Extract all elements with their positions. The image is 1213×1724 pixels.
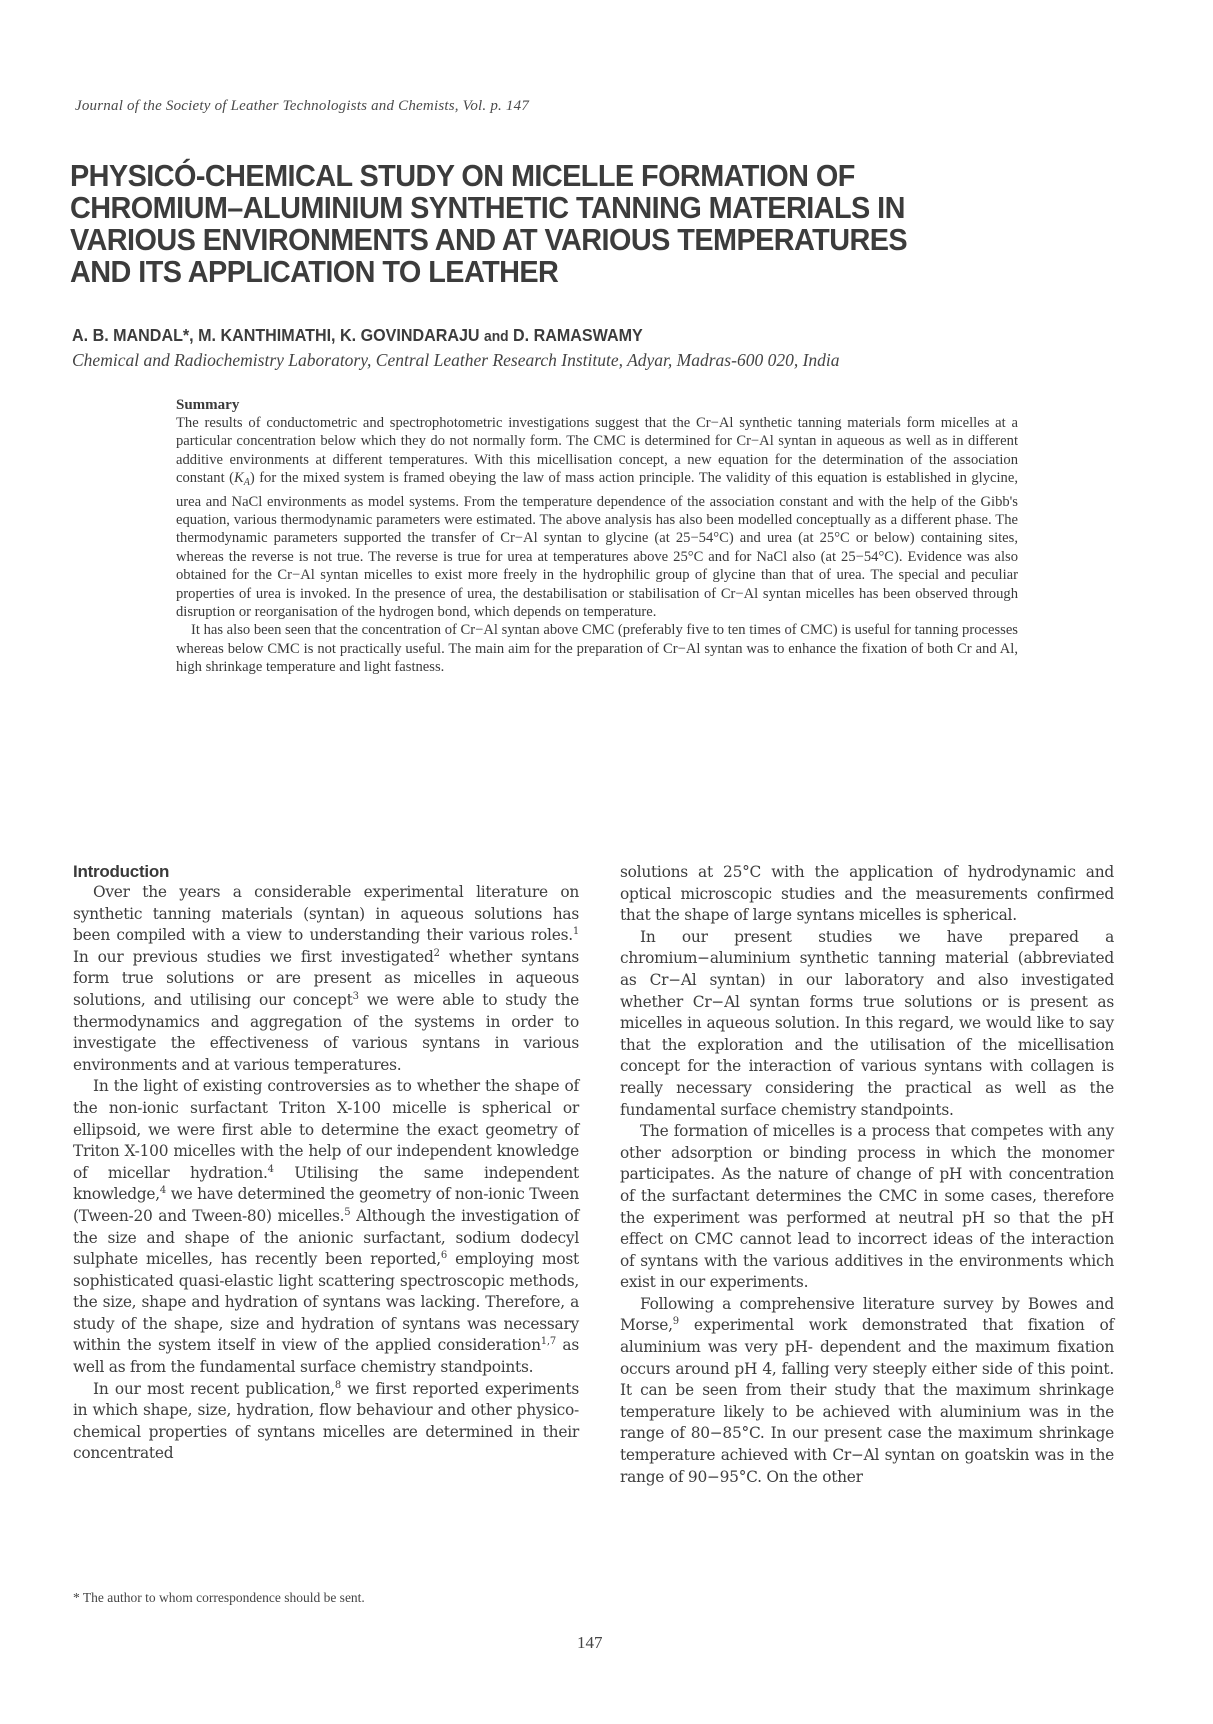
body-text: we have determined the geometry of non-ionic Tween (Tween-20 and Tween-80) micelles. bbox=[73, 1185, 579, 1225]
body-text: as well as from the fundamental surface chemistry standpoints. bbox=[73, 1336, 580, 1377]
summary-heading: Summary bbox=[176, 397, 240, 413]
authors-part-1: A. B. MANDAL*, M. KANTHIMATHI, K. GOVINDARAJU bbox=[72, 325, 485, 345]
title-line: VARIOUS ENVIRONMENTS AND AT VARIOUS TEMPERATURES bbox=[70, 222, 908, 257]
summary-paragraph: It has also been seen that the concentration of Cr−Al syntan above CMC (preferably five to ten times of CMC) is useful for tanning processes whereas below CMC is not practically useful. The main aim for the preparation of Cr−Al syntan was to enhance the fixation of both Cr and Al, high shrinkage temperature and light fastness. bbox=[176, 622, 1018, 676]
body-text: In the light of existing controversies as to whether the shape of the non-ionic surfactant Triton X-100 micelle is spherical or ellipsoid, we were first able to determine the exact geometry of Triton X-100 micelles with the help of our independent knowledge of micellar hydration. bbox=[73, 1077, 579, 1182]
reference-marker[interactable]: 6 bbox=[440, 1250, 448, 1262]
body-text: Following a comprehensive literature survey by Bowes and Morse, bbox=[620, 1294, 1114, 1335]
summary-section bbox=[176, 396, 1018, 677]
body-text: Although the investigation of the size and shape of the anionic surfactant, sodium dodecyl sulphate micelles, has recently been reported, bbox=[73, 1206, 579, 1269]
body-text: In our previous studies we first investigated bbox=[73, 947, 434, 966]
body-paragraph bbox=[73, 1379, 579, 1465]
body-text: experimental work demonstrated that fixation of aluminium was very pH- dependent and the maximum fixation occurs around pH 4, falling very steeply either side of this point. It can be seen from their study that the maximum shrinkage temperature likely to be achieved with aluminium was in the range of 80−85°C. In our present case the maximum shrinkage temperature achieved with Cr−Al syntan on goatskin was in the range of 90−95°C. On the other bbox=[620, 1316, 1114, 1486]
body-paragraph bbox=[73, 882, 579, 1076]
body-paragraph: The formation of micelles is a process that competes with any other adsorption or binding process in which the monomer participates. As the nature of change of pH with concentration of the surfactant determines the CMC in some cases, therefore the experiment was performed at neutral pH so that the pH effect on CMC cannot lead to incorrect ideas of the interaction of syntans with the various additives in the environments which exist in our experiments. bbox=[620, 1122, 1114, 1292]
title-line: PHYSICÓ-CHEMICAL STUDY ON MICELLE FORMATION OF bbox=[70, 158, 855, 193]
reference-marker[interactable]: 5 bbox=[344, 1206, 351, 1218]
title-line: CHROMIUM–ALUMINIUM SYNTHETIC TANNING MATERIALS IN bbox=[70, 190, 905, 225]
reference-marker[interactable]: 2 bbox=[433, 947, 440, 959]
body-text: Utilising the same independent knowledge, bbox=[73, 1163, 579, 1204]
association-constant-subscript: A bbox=[243, 477, 250, 489]
reference-marker[interactable]: 3 bbox=[352, 990, 359, 1002]
body-text: In our most recent publication, bbox=[93, 1379, 335, 1398]
body-text: Over the years a considerable experimental literature on synthetic tanning materials (syntan) in aqueous solutions has been compiled with a view to understanding their various roles. bbox=[73, 883, 579, 945]
article-title bbox=[70, 160, 1074, 288]
page-number: 147 bbox=[577, 1633, 603, 1652]
reference-marker[interactable]: 8 bbox=[334, 1379, 341, 1391]
summary-text: ) for the mixed system is framed obeying the law of mass action principle. The validity of this equation is established in glycine, urea and NaCl environments as model systems. From the temperature dependence of the association constant and with the help of the Gibb's equation, various thermodynamic parameters were estimated. The above analysis has also been modelled conceptually as a different phase. The thermodynamic parameters supported the transfer of Cr−Al syntan to glycine (at 25−54°C) and urea (at 25°C or below) containing sites, whereas the reverse is not true. The reverse is true for urea at temperatures above 25°C and for NaCl also (at 25−54°C). Evidence was also obtained for the Cr−Al syntan micelles to exist more freely in the hydrophilic group of glycine than that of urea. The special and peculiar properties of urea is invoked. In the presence of urea, the destabilisation or stabilisation of Cr−Al syntan micelles has been observed through disruption or reorganisation of the hydrogen bond, which depends on temperature. bbox=[176, 470, 1018, 621]
correspondence-footnote: * The author to whom correspondence should be sent. bbox=[73, 1590, 365, 1605]
body-text: whether syntans form true solutions or are present as micelles in aqueous solutions, and utilising our concept bbox=[73, 947, 580, 1009]
body-text: we first reported experiments in which shape, size, hydration, flow behaviour and other physico-chemical properties of syntans micelles are determined in their concentrated bbox=[73, 1379, 579, 1463]
reference-marker[interactable]: 1 bbox=[572, 926, 579, 938]
body-text: we were able to study the thermodynamics and aggregation of the systems in order to investigate the effectiveness of various syntans in various environments and at various temperatures. bbox=[73, 990, 579, 1074]
left-column bbox=[73, 862, 579, 1465]
body-paragraph bbox=[73, 1076, 579, 1378]
authors-part-2: D. RAMASWAMY bbox=[508, 325, 643, 345]
body-paragraph bbox=[620, 1294, 1114, 1488]
reference-marker[interactable]: 4 bbox=[267, 1163, 274, 1175]
affiliation: Chemical and Radiochemistry Laboratory, Central Leather Research Institute, Adyar, Madras-600 020, India bbox=[72, 350, 840, 370]
reference-marker[interactable]: 1,7 bbox=[540, 1336, 556, 1348]
author-list bbox=[72, 325, 643, 346]
summary-paragraph bbox=[176, 414, 1018, 621]
body-paragraph: In our present studies we have prepared a chromium−aluminium synthetic tanning material (abbreviated as Cr−Al syntan) in our laboratory and also investigated whether Cr−Al syntan forms true solutions or is present as micelles in aqueous solution. In this regard, we would like to say that the exploration and the utilisation of the micellisation concept for the interaction of various syntans with collagen is really necessary considering the practical as well as the fundamental surface chemistry standpoints. bbox=[620, 927, 1114, 1119]
reference-marker[interactable]: 4 bbox=[159, 1185, 167, 1197]
association-constant-symbol: K bbox=[234, 470, 244, 487]
introduction-heading: Introduction bbox=[73, 862, 170, 881]
reference-marker[interactable]: 9 bbox=[672, 1316, 679, 1328]
body-paragraph: solutions at 25°C with the application of hydrodynamic and optical microscopic studies and the measurements confirmed that the shape of large syntans micelles is spherical. bbox=[620, 863, 1114, 925]
authors-conjunction: and bbox=[484, 328, 509, 345]
running-head: Journal of the Society of Leather Technologists and Chemists, Vol. p. 147 bbox=[75, 98, 530, 114]
summary-text: The results of conductometric and spectrophotometric investigations suggest that the Cr−Al synthetic tanning materials form micelles at a particular concentration below which they do not normally form. The CMC is determined for Cr−Al syntan in aqueous as well as in different additive environments at different temperatures. With this micellisation concept, a new equation for the determination of the association constant ( bbox=[176, 415, 1018, 487]
right-column bbox=[620, 862, 1114, 1488]
title-line: AND ITS APPLICATION TO LEATHER bbox=[70, 254, 559, 289]
body-text: employing most sophisticated quasi-elastic light scattering spectroscopic methods, the size, shape and hydration of syntans was lacking. Therefore, a study of the shape, size and hydration of syntans was necessary within the system itself in view of the applied consideration bbox=[73, 1250, 579, 1355]
